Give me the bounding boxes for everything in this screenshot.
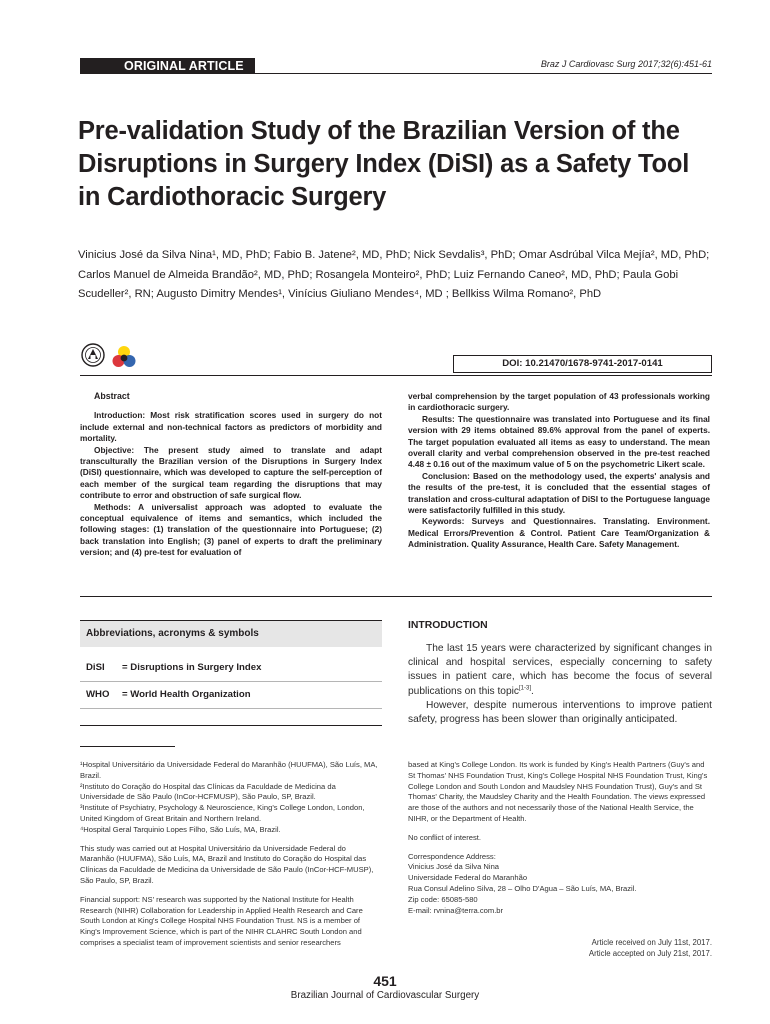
- header-rule: [80, 73, 712, 74]
- abstract-methods-continued: verbal comprehension by the target population of 43 professionals working in cardiothoracic surgery.: [408, 391, 710, 413]
- abbreviation-value: = World Health Organization: [122, 689, 251, 700]
- doi-rule: [80, 375, 712, 376]
- abbreviations-heading: Abbreviations, acronyms & symbols: [80, 621, 382, 647]
- abstract-heading: Abstract: [94, 391, 130, 401]
- author-list: Vinicius José da Silva Nina¹, MD, PhD; Fabio B. Jatene², MD, PhD; Nick Sevdalis³, PhD; Omar Asdrúbal Vilca Mejía², MD, PhD; Carlos Manuel de Almeida Brandão², MD, PhD; Rosangela Monteiro², PhD; Luiz Fernando Caneo², MD, PhD; Paula Gobi Scudeller², RN; Augusto Dimitry Mendes¹, Vinícius Giuliano Mendes⁴, MD ; Bellkiss Wilma Romano², PhD: [78, 249, 710, 300]
- abstract-methods: Methods: A universalist approach was adopted to evaluate the conceptual equivalence of items and semantics, which included the following stages: (1) translation of the questionnaire into Portuguese; (2) back translation into English; (3) panel of experts to draft the preliminary version; and (4) pre-test for evaluation of: [80, 501, 382, 558]
- abbreviation-divider: [80, 708, 382, 709]
- correspondence-email[interactable]: E-mail: rvnina@terra.com.br: [408, 905, 504, 915]
- introduction-heading: INTRODUCTION: [408, 620, 488, 631]
- journal-seal-icon: [80, 340, 140, 374]
- article-dates: [589, 938, 712, 960]
- introduction-paragraph: However, despite numerous interventions to improve patient safety, progress has been slower than originally anticipated.: [408, 699, 712, 726]
- abstract-right-column: [408, 391, 710, 551]
- footnotes-right: [408, 760, 710, 916]
- affiliation: ³Institute of Psychiatry, Psychology & Neuroscience, King's College London, London, United Kingdom of Great Britain and Northern Ireland.: [80, 803, 365, 823]
- abstract-left-column: [80, 391, 382, 559]
- header-bar: [80, 58, 712, 74]
- abstract-results: Results: The questionnaire was translated into Portuguese and its final version with 29 items obtained 89.6% approval from the panel of experts. The target population evaluated all items as easy to understand. The mean overall clarity and verbal comprehension observed in the pre-test reached 4.48 ± 0.16 out of the maximum value of 5 on the psychometric Likert scale.: [408, 413, 710, 470]
- abstract-conclusion: Conclusion: Based on the methodology used, the experts' analysis and the results of the pre-test, it is concluded that the essential stages of translation and cross-cultural adaptation of DiSI to the Portuguese language were satisfactorily fulfilled in this study.: [408, 470, 710, 516]
- abbreviation-row: [80, 661, 382, 675]
- introduction-paragraph: The last 15 years were characterized by significant changes in clinical and hospital services, especially concerning to safety issues in patient care, which has become the focus of several publications on this topic[1-3].: [408, 643, 712, 697]
- footnotes-left: [80, 760, 382, 949]
- abstract-rule: [80, 596, 712, 597]
- affiliation: ¹Hospital Universitário da Universidade Federal do Maranhão (HUUFMA), São Luís, MA, Brazil.: [80, 760, 378, 780]
- financial-support-note: Financial support: NS' research was supported by the National Institute for Health Research (NIHR) Collaboration for Leadership in Applied Health Research and Care South London at King's College Hospital NHS Foundation Trust. NS is a member of King's Improvement Science, which is part of the NIHR CLAHRC South London and comprises a specialist team of improvement scientists and senior researchers: [80, 894, 363, 947]
- abstract-introduction: Introduction: Most risk stratification scores used in surgery do not include external and non-technical factors as predictors of morbidity and mortality.: [80, 410, 382, 444]
- abbreviation-row: [80, 688, 382, 702]
- study-location-note: This study was carried out at Hospital Universitário da Universidade Federal do Maranhão (HUUFMA), São Luís, MA, Brazil and Instituto do Coração do Hospital das Clínicas da Faculdade de Medicina da Universidade de São Paulo (InCor-HCF-MUSP), São Paulo, SP, Brazil.: [80, 843, 374, 885]
- accepted-date: Article accepted on July 21st, 2017.: [588, 948, 712, 958]
- page-number: 451: [373, 973, 397, 989]
- abbreviation-key: WHO: [86, 689, 110, 700]
- affiliation: ²Instituto do Coração do Hospital das Clínicas da Faculdade de Medicina da Universidade de São Paulo (InCor-HCFMUSP), São Paulo, SP, Brazil.: [80, 781, 336, 802]
- doi-box[interactable]: DOI: 10.21470/1678-9741-2017-0141: [453, 355, 712, 373]
- abbreviation-value: = Disruptions in Surgery Index: [122, 662, 262, 673]
- article-type-tag: ORIGINAL ARTICLE: [80, 58, 255, 74]
- abbreviation-key: DiSI: [86, 662, 105, 673]
- received-date: Article received on July 11st, 2017.: [591, 938, 712, 947]
- abstract-keywords: Keywords: Surveys and Questionnaires. Translating. Environment. Medical Errors/Prevention & Control. Patient Care Team/Organization & Administration. Quality Assurance, Health Care. Safety Management.: [408, 516, 710, 550]
- open-access-logos: [80, 340, 140, 374]
- conflict-of-interest: No conflict of interest.: [408, 832, 482, 842]
- abstract-objective: Objective: The present study aimed to translate and adapt transculturally the Brazilian version of the Disruptions in Surgery Index (DiSI) questionnaire, which was developed to capture the self-perception of each member of the surgical team regarding the disruptions that may contribute to error and obstruction of safe surgical flow.: [80, 444, 382, 501]
- footnote-rule: [80, 746, 175, 747]
- abbreviation-divider: [80, 681, 382, 682]
- article-title: Pre-validation Study of the Brazilian Version of the Disruptions in Surgery Index (DiSI) as a Safety Tool in Cardiothoracic Surgery: [78, 117, 690, 211]
- journal-citation: Braz J Cardiovasc Surg 2017;32(6):451-61: [540, 59, 712, 69]
- affiliation: ⁴Hospital Geral Tarquinio Lopes Filho, São Luís, MA, Brazil.: [80, 824, 281, 834]
- introduction-section: [408, 620, 712, 727]
- financial-support-continued: based at King's College London. Its work is funded by King's Health Partners (Guy's and St Thomas' NHS Foundation Trust, King's College Hospital NHS Foundation Trust, King's College London and South London and Maudsley NHS Foundation Trust), Guy's and St Thomas' Charity, the Maudsley Charity and the Health Foundation. The views expressed are those of the authors and not necessarily those of the National Health Service, the NIHR, or the Department of Health.: [408, 760, 708, 823]
- citation-reference[interactable]: [1-3]: [519, 685, 532, 692]
- correspondence-address: Correspondence Address: Vinicius José da Silva Nina Universidade Federal do Maranhão Rua Consul Adelino Silva, 28 – Olho D'Agua – São Luís, MA, Brazil. Zip code: 65085-580 E-mail: rvnina@terra.com.br: [408, 852, 710, 917]
- journal-name-footer: Brazilian Journal of Cardiovascular Surgery: [290, 990, 480, 1001]
- abbreviations-box: [80, 620, 382, 726]
